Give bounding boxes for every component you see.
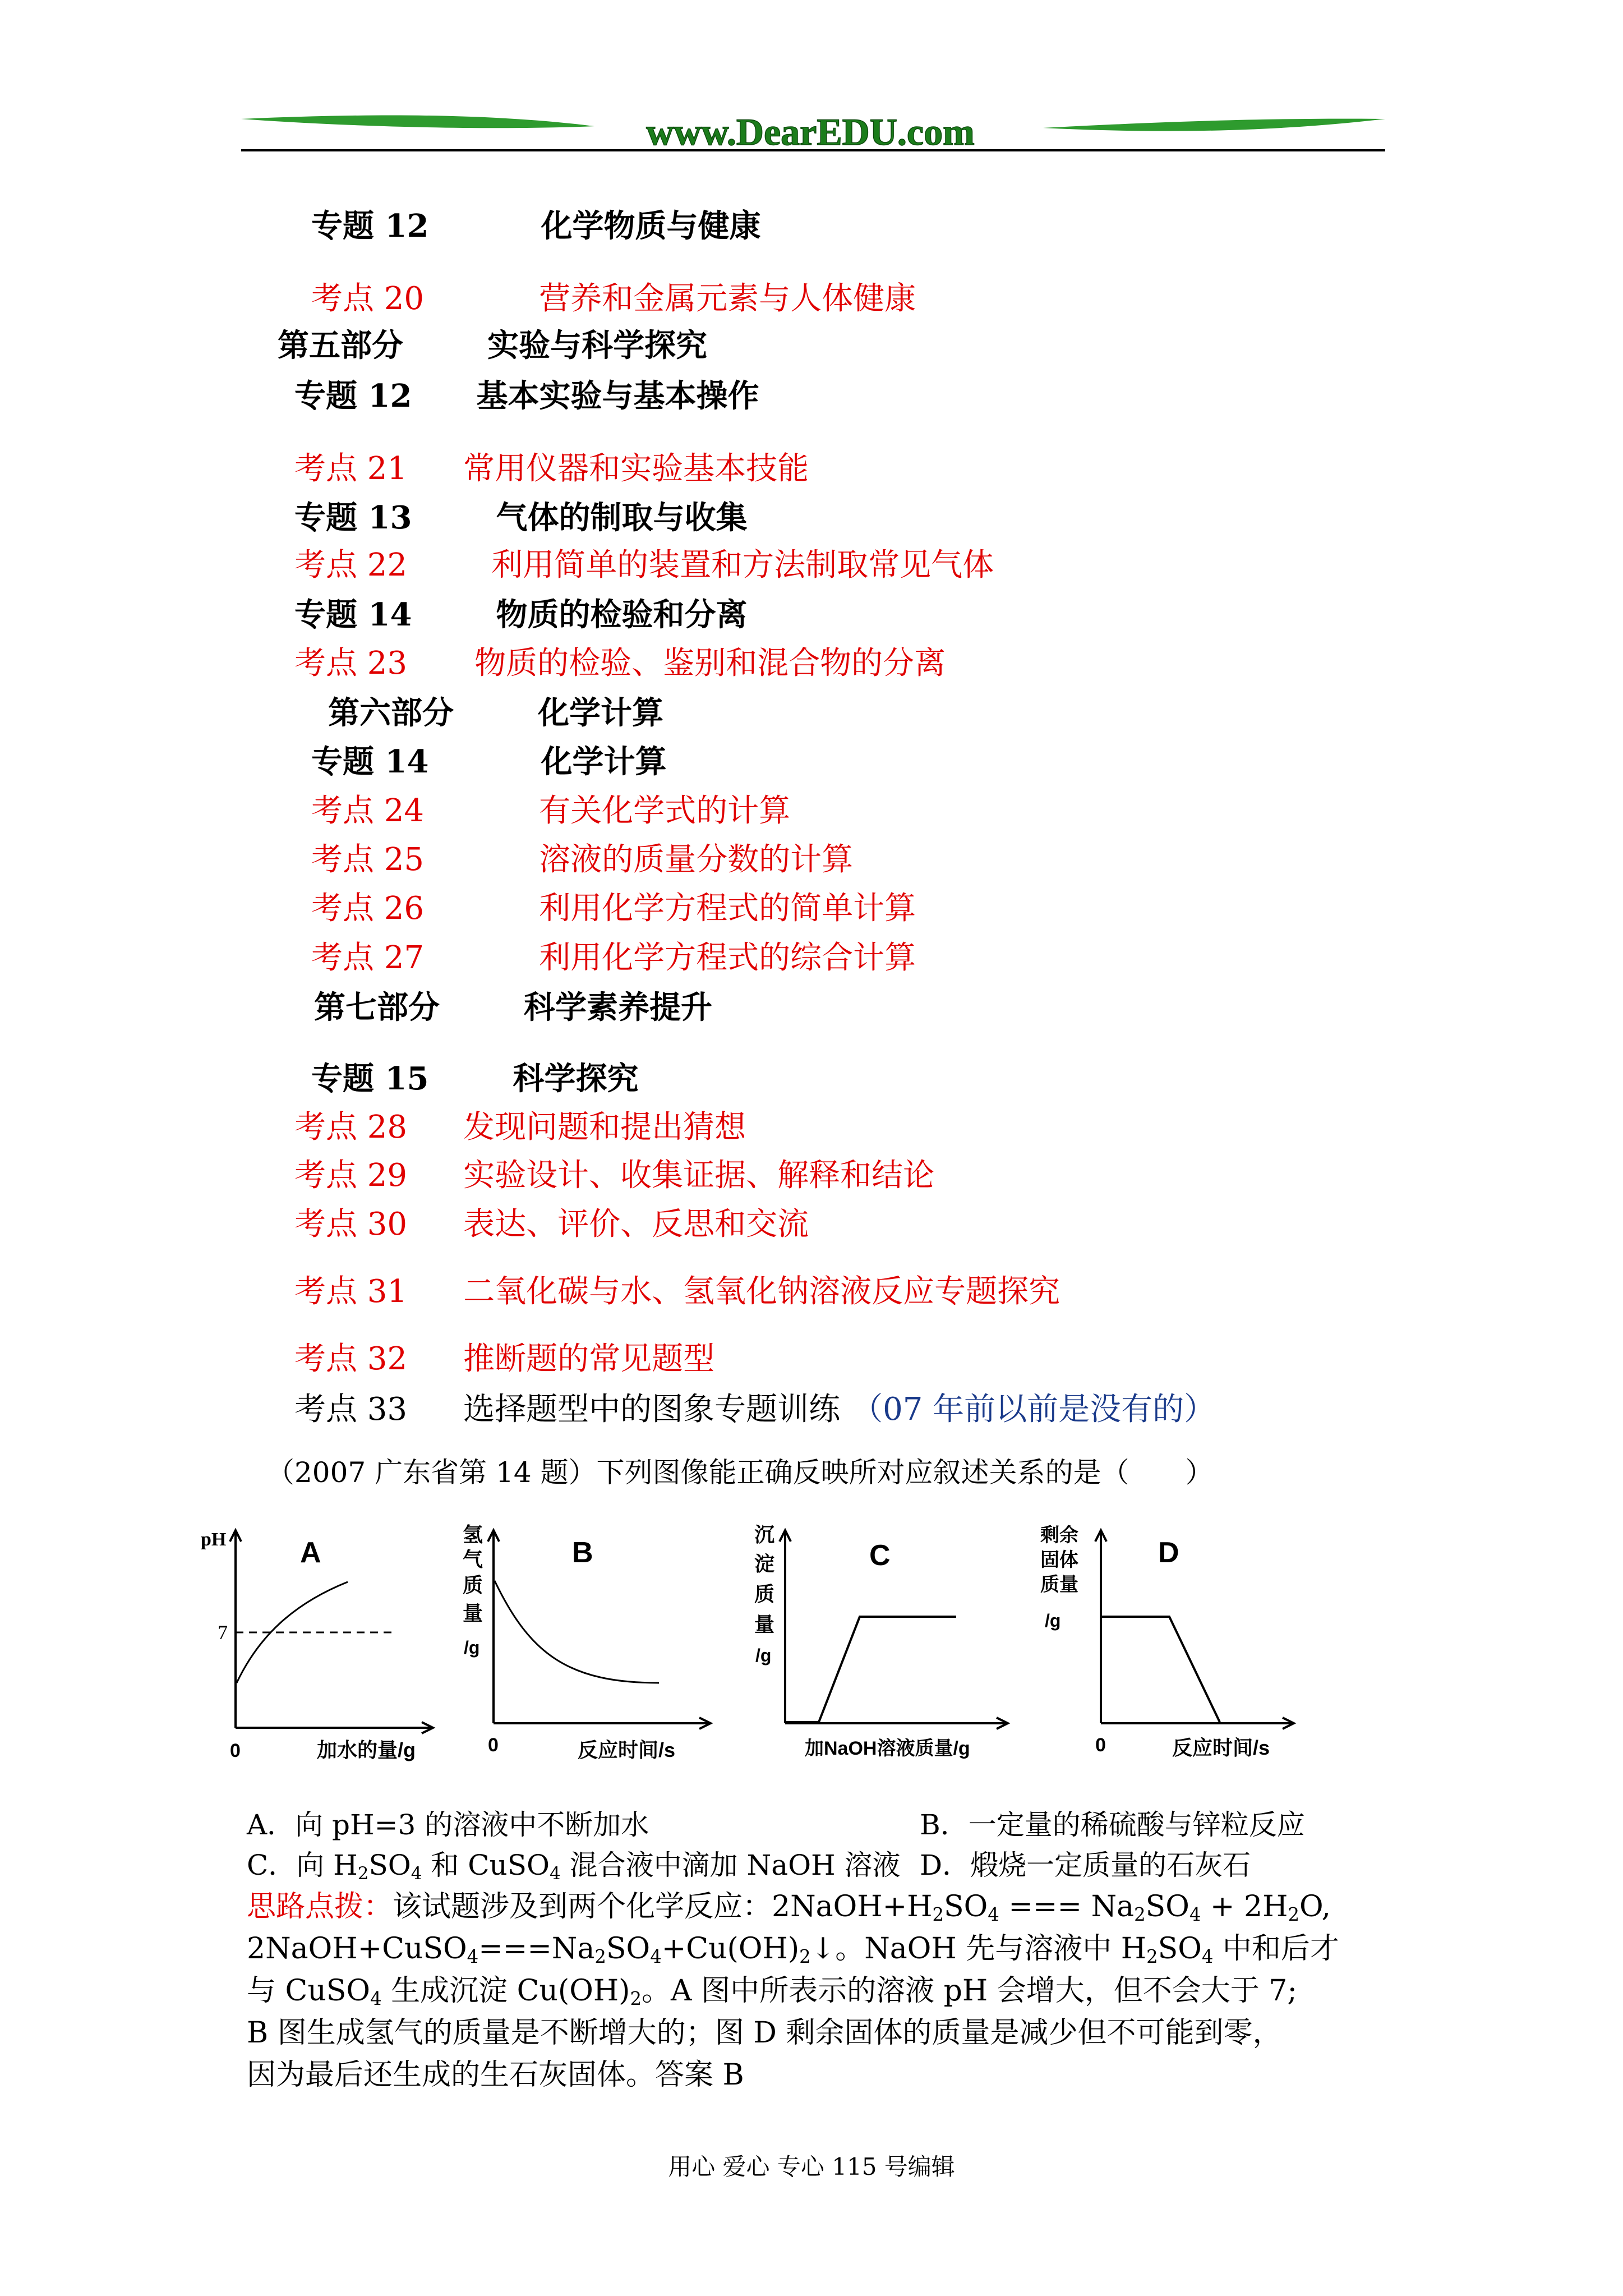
- outline-item-14: [311, 942, 916, 974]
- analysis-line-4: B 图生成氢气的质量是不断增大的；图 D 剩余固体的质量是减少但不可能到零，: [247, 2016, 1282, 2050]
- outline-label: 考点 33: [294, 1391, 408, 1428]
- outline-item-7: [294, 596, 748, 633]
- graph-c-letter: C: [869, 1539, 891, 1572]
- analysis-line-3: [247, 1974, 1297, 2010]
- outline-title: 基本实验与基本操作: [476, 378, 759, 415]
- subscript: 2: [1146, 1946, 1158, 1968]
- graph-b-origin: 0: [488, 1734, 499, 1756]
- outline-title: 有关化学式的计算: [539, 793, 791, 829]
- outline-item-6: [294, 547, 994, 583]
- graph-b-ylabel-2: 气: [463, 1548, 483, 1571]
- graph-d-origin: 0: [1095, 1734, 1106, 1756]
- subscript: 2: [594, 1946, 606, 1968]
- outline-label: 考点 31: [294, 1273, 408, 1310]
- outline-title: 利用化学方程式的综合计算: [539, 940, 916, 976]
- outline-label: 专题 12: [311, 208, 429, 245]
- graph-c-ylabel-2: 淀: [754, 1552, 775, 1576]
- text: 生成沉淀 Cu(OH): [381, 1974, 630, 2008]
- outline-title: 表达、评价、反思和交流: [463, 1206, 809, 1243]
- graph-a-tick-7: 7: [218, 1621, 228, 1644]
- subscript: 4: [650, 1946, 662, 1968]
- graph-d-yunit: /g: [1045, 1611, 1061, 1631]
- outline-title: 科学探究: [513, 1060, 639, 1097]
- outline-note: （07 年前以前是没有的）: [851, 1391, 1216, 1428]
- outline-label: 考点 21: [294, 450, 408, 487]
- graph-d-letter: D: [1158, 1536, 1179, 1569]
- site-logo: www.DearEDU.com: [646, 111, 975, 153]
- text: SO: [1145, 1890, 1189, 1924]
- outline-title: 利用化学方程式的简单计算: [539, 890, 916, 927]
- outline-label: 考点 20: [311, 280, 425, 317]
- outline-title: 实验与科学探究: [487, 327, 707, 364]
- outline-label: 考点 32: [294, 1341, 408, 1377]
- graph-d-ylabel-3: 质量: [1040, 1573, 1078, 1596]
- outline-title: 二氧化碳与水、氢氧化钠溶液反应专题探究: [463, 1273, 1061, 1310]
- outline-title: 营养和金属元素与人体健康: [539, 280, 916, 317]
- outline-item-3: [294, 378, 759, 415]
- graph-c-curve: [785, 1617, 956, 1722]
- subscript: 4: [988, 1904, 999, 1926]
- outline-label: 考点 28: [294, 1109, 408, 1145]
- outline-title: 化学计算: [541, 743, 667, 780]
- analysis-line-5: 因为最后还生成的生石灰固体。答案 B: [247, 2058, 744, 2092]
- outline-item-1: [311, 280, 916, 317]
- graph-b-ylabel-3: 质: [463, 1573, 483, 1597]
- option-d: D．煅烧一定质量的石灰石: [920, 1849, 1251, 1881]
- option-b: B．一定量的稀硫酸与锌粒反应: [920, 1809, 1305, 1841]
- outline-label: 考点 29: [294, 1157, 408, 1194]
- outline-item-19: [294, 1206, 809, 1243]
- outline-item-9: [328, 694, 663, 731]
- outline-title: 实验设计、收集证据、解释和结论: [463, 1157, 935, 1194]
- text: ===Na: [478, 1932, 595, 1966]
- outline-label: 考点 22: [294, 547, 408, 583]
- outline-item-11: [311, 795, 790, 827]
- outline-item-8: [294, 645, 946, 682]
- outline-item-17: [294, 1109, 746, 1145]
- graph-b-letter: B: [572, 1536, 593, 1569]
- outline-label: 考点 25: [311, 841, 425, 878]
- text: === Na: [999, 1890, 1135, 1924]
- outline-label: 专题 12: [294, 378, 412, 415]
- graph-d: [1035, 1515, 1304, 1761]
- left-swoosh: [241, 116, 594, 128]
- outline-item-13: [311, 890, 916, 927]
- page-footer: 用心 爱心 专心 115 号编辑: [668, 2153, 955, 2180]
- outline-label: 专题 14: [311, 743, 429, 780]
- graph-c-ylabel-4: 量: [754, 1613, 775, 1636]
- outline-label: 专题 14: [294, 596, 412, 633]
- outline-label: 专题 13: [294, 499, 412, 536]
- outline-label: 考点 23: [294, 645, 408, 682]
- outline-label: 第五部分: [278, 327, 403, 364]
- graph-c-ylabel-3: 质: [754, 1582, 775, 1606]
- graph-d-ylabel-1: 剩余: [1040, 1524, 1078, 1547]
- outline-label: 考点 26: [311, 890, 425, 927]
- text: SO: [606, 1932, 651, 1966]
- graph-a-letter: A: [300, 1536, 321, 1569]
- subscript: 4: [549, 1863, 561, 1884]
- text: + 2H: [1201, 1890, 1288, 1924]
- subscript: 4: [1201, 1946, 1214, 1968]
- outline-item-5: [294, 499, 748, 536]
- option-c-part: SO: [368, 1849, 411, 1881]
- outline-title: 利用简单的装置和方法制取常见气体: [491, 547, 994, 583]
- graph-c-xlabel: 加NaOH溶液质量/g: [805, 1738, 970, 1759]
- graph-a-origin: 0: [230, 1740, 241, 1761]
- header-banner: [0, 0, 1623, 168]
- outline-item-10: [311, 743, 667, 780]
- outline-label: 考点 30: [294, 1206, 408, 1243]
- outline-label: 第七部分: [314, 989, 440, 1026]
- subscript: 4: [1189, 1904, 1201, 1926]
- outline-title: 溶液的质量分数的计算: [539, 841, 854, 878]
- graph-d-ylabel-2: 固体: [1040, 1549, 1078, 1571]
- outline-item-22: [294, 1391, 1216, 1428]
- subscript: 4: [411, 1863, 422, 1884]
- graph-b-yunit: /g: [464, 1637, 480, 1658]
- outline-title: 物质的检验、鉴别和混合物的分离: [474, 645, 946, 682]
- text: 。A 图中所表示的溶液 pH 会增大，但不会大于 7;: [641, 1974, 1297, 2008]
- text: SO: [1158, 1932, 1202, 1966]
- subscript: 2: [932, 1904, 944, 1926]
- outline-item-15: [314, 989, 712, 1026]
- graph-d-xlabel: 反应时间/s: [1172, 1736, 1270, 1759]
- outline-title: 化学计算: [538, 694, 663, 731]
- outline-item-4: [294, 450, 809, 487]
- text: SO: [944, 1890, 988, 1924]
- graph-d-curve: [1101, 1617, 1220, 1722]
- outline-title: 物质的检验和分离: [496, 596, 748, 633]
- graph-a-xlabel: 加水的量/g: [317, 1738, 416, 1761]
- outline-title: 气体的制取与收集: [496, 499, 748, 536]
- outline-item-18: [294, 1157, 935, 1194]
- graph-a-ylabel: pH: [201, 1529, 227, 1550]
- outline-item-20: [294, 1273, 1061, 1310]
- graph-c: [749, 1515, 1018, 1761]
- text: +Cu(OH): [661, 1932, 800, 1966]
- option-c-part: 混合液中滴加 NaOH 溶液: [560, 1849, 901, 1881]
- subscript: 2: [630, 1988, 642, 2010]
- graph-c-yunit: /g: [755, 1645, 772, 1665]
- option-c: [247, 1849, 901, 1884]
- graph-b: [457, 1515, 721, 1761]
- subscript: 4: [370, 1988, 382, 2010]
- analysis-line-2: [247, 1932, 1339, 1968]
- outline-item-16: [311, 1060, 639, 1097]
- outline-label: 专题 15: [311, 1060, 429, 1097]
- text: O,: [1299, 1890, 1331, 1924]
- graph-b-ylabel-4: 量: [463, 1602, 483, 1625]
- outline-item-2: [278, 327, 707, 364]
- text: 中和后才: [1213, 1932, 1339, 1966]
- subscript: 4: [467, 1946, 479, 1968]
- right-swoosh: [1043, 119, 1385, 131]
- option-c-part: 和 CuSO: [422, 1849, 550, 1881]
- analysis-label: 思路点拨：: [247, 1890, 393, 1924]
- subscript: 2: [1134, 1904, 1146, 1926]
- outline-title: 发现问题和提出猜想: [463, 1109, 746, 1145]
- outline-title: 常用仪器和实验基本技能: [463, 450, 809, 487]
- analysis-line-1: [247, 1890, 1331, 1926]
- outline-title: 推断题的常见题型: [463, 1341, 715, 1377]
- subscript: 2: [799, 1946, 811, 1968]
- graph-b-curve: [495, 1581, 659, 1683]
- outline-title: 化学物质与健康: [541, 208, 761, 245]
- text: 与 CuSO: [247, 1974, 371, 2008]
- outline-label: 考点 27: [311, 940, 425, 976]
- graph-c-ylabel-1: 沉: [754, 1523, 775, 1547]
- outline-label: 考点 24: [311, 793, 425, 829]
- outline-title: 科学素养提升: [524, 989, 712, 1026]
- subscript: 2: [357, 1863, 369, 1884]
- text: 该试题涉及到两个化学反应：2NaOH+H: [393, 1890, 933, 1924]
- graph-b-xlabel: 反应时间/s: [578, 1738, 676, 1761]
- option-c-part: C．向 H: [247, 1849, 358, 1881]
- question-stem: （2007 广东省第 14 题）下列图像能正确反映所对应叙述关系的是（ ）: [266, 1456, 1214, 1489]
- text: 2NaOH+CuSO: [247, 1932, 467, 1966]
- graph-b-ylabel-1: 氢: [463, 1523, 483, 1547]
- outline-item-12: [311, 841, 854, 878]
- outline-item-21: [294, 1343, 714, 1375]
- subscript: 2: [1288, 1904, 1299, 1926]
- graph-a: [191, 1515, 449, 1761]
- text: ↓。NaOH 先与溶液中 H: [810, 1932, 1147, 1966]
- outline-item-0: [311, 208, 761, 245]
- option-a: A．向 pH=3 的溶液中不断加水: [247, 1809, 649, 1841]
- outline-label: 第六部分: [328, 694, 454, 731]
- outline-title: 选择题型中的图象专题训练: [463, 1391, 841, 1428]
